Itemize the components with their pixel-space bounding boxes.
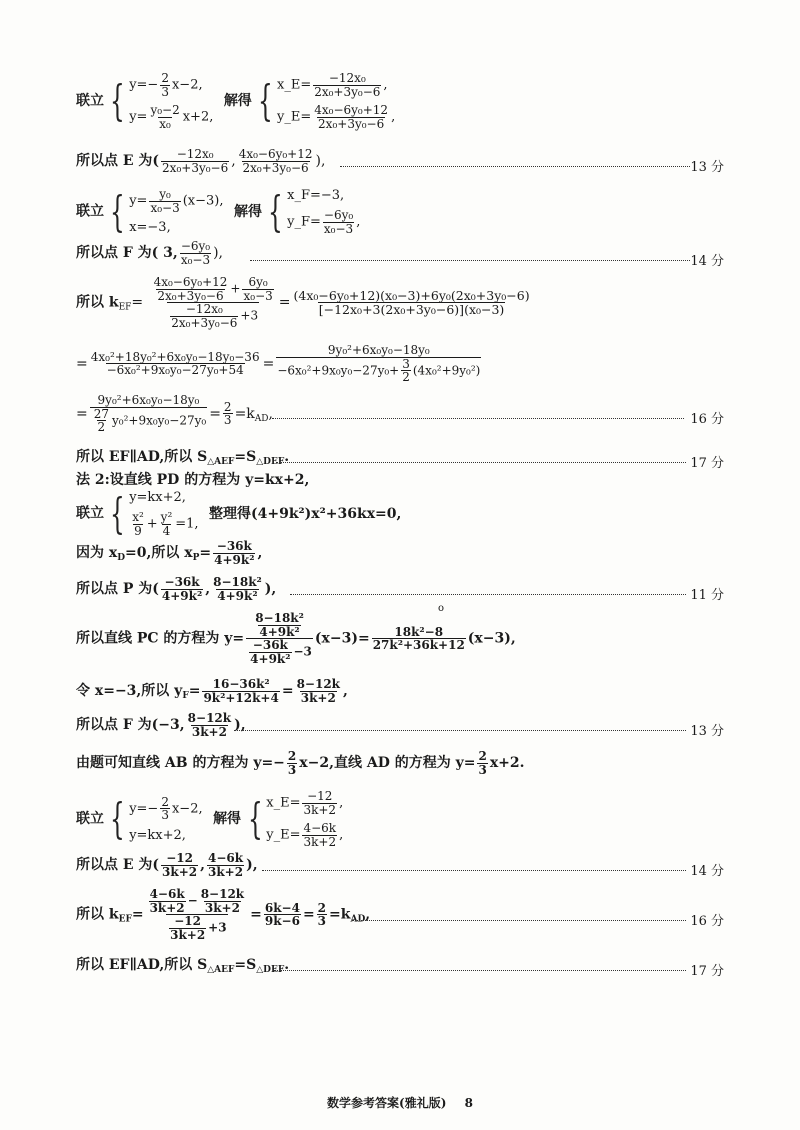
- score-14: 14 分: [690, 254, 724, 269]
- jiede-label: 解得: [213, 811, 242, 828]
- dot-leader: [274, 970, 686, 971]
- system-3: 联立 { y=kx+2, $\frac{\text{x²}}{9}$ + $\frac{\text{y²}}{4}$ =1, 整理得(4+9k²)x²+36kx=0,: [76, 488, 402, 538]
- lianli-label: 联立: [76, 93, 104, 110]
- left-brace: {: [110, 76, 126, 126]
- system-4: 联立 { y=− $\frac{2}{3}$ x−2, y=kx+2, 解得 { x_E= $\frac{-12}{3k+2}$ , y_E= $\frac{4-6k}{3k+2}$ ,: [76, 789, 344, 849]
- score-11: 11 分: [690, 588, 724, 603]
- ab-ad-line: 由题可知直线 AB 的方程为 y=− $\frac{2}{3}$ x−2,直线 AD 的方程为 y= $\frac{2}{3}$ x+2.: [76, 749, 525, 777]
- dot-leader: [290, 594, 686, 595]
- footer-title: 数学参考答案(雅礼版): [327, 1096, 447, 1110]
- score-16: 16 分: [690, 412, 724, 427]
- point-p-line: 所以点 P 为( $\frac{-36k}{\text{4+9k²}}$ , $\frac{\text{8−18k²}}{\text{4+9k²}}$ ),: [76, 575, 277, 603]
- point-f-line: 所以点 F 为( 3, $\frac{\text{−6y₀}}{\text{x₀−3}}$ ),: [76, 239, 224, 267]
- lianli-label: 联立: [76, 811, 104, 828]
- left-brace: {: [258, 76, 273, 126]
- xp-line: 因为 $x_D=0$,所以 $x_P=$ $\frac{-36k}{\text{4+9k²}}$ ,: [76, 539, 263, 567]
- stray-mark: o: [438, 603, 445, 614]
- score-13: 13 分: [690, 160, 724, 175]
- page-number: 8: [464, 1096, 473, 1110]
- pc-line: 所以直线 PC 的方程为 y= $\frac{\text{8−18k²}}{\text{4+9k²}}$ $\frac{-36k}{\text{4+9k²}}$ −3 (x−3)= $\frac{\text{18k²−8}}{\text{27k²+36k+12}}$ (x−3),: [76, 611, 516, 666]
- page-footer: [0, 1094, 800, 1111]
- jiede-label: 解得: [233, 203, 262, 220]
- point-e2-line: 所以点 E 为( $\frac{-12}{3k+2}$ , $\frac{4-6k}{3k+2}$ ),: [76, 851, 258, 879]
- score-17: 17 分: [690, 964, 724, 979]
- dot-leader: [250, 260, 690, 261]
- kef-line-3: = 9y₀²+6x₀y₀−18y₀ $\frac{27}{2}$ y₀²+9x₀y₀−27y₀ = $\frac{2}{3}$ $=k_{AD}$,: [76, 393, 273, 435]
- kef-line-2: = $\frac{\text{4x₀²+18y₀²+6x₀y₀−18y₀−36}}{\text{−6x₀²+9x₀y₀−27y₀+54}}$ = 9y₀²+6x₀y₀−18y₀ −6x₀²+9x₀y₀−27y₀+ $\frac{3}{2}$ (4x₀²+9y₀²): [76, 343, 481, 385]
- score-16: 16 分: [690, 914, 724, 929]
- point-e-line: 所以点 E 为( $\frac{\text{−12x₀}}{\text{2x₀+3y₀−6}}$ , $\frac{\text{4x₀−6y₀+12}}{\text{2x₀+3y₀−6}}$ ),: [76, 147, 326, 175]
- dot-leader: [276, 462, 686, 463]
- left-brace: {: [110, 794, 126, 844]
- score-17: 17 分: [690, 456, 724, 471]
- score-13: 13 分: [690, 724, 724, 739]
- dot-leader: [340, 166, 690, 167]
- left-brace: {: [110, 186, 126, 236]
- dot-leader: [234, 730, 686, 731]
- left-brace: {: [247, 794, 263, 844]
- yf-line: 令 x=−3,所以 $y_F=$ $\frac{\text{16−36k²}}{\text{9k²+12k+4}}$ = $\frac{8-12k}{3k+2}$ ,: [76, 677, 348, 705]
- dot-leader: [262, 870, 686, 871]
- conclusion-line-1: 所以 EF∥AD,所以 $S_{\triangle AEF}=S_{\triangle DEF}$.: [76, 449, 290, 467]
- score-14: 14 分: [690, 864, 724, 879]
- left-brace: {: [110, 488, 126, 538]
- kef-line: 所以 $k_{EF}=$ $\frac{\text{4x₀−6y₀+12}}{\text{2x₀+3y₀−6}}$ + $\frac{\text{6y₀}}{\text{x₀−3}}$ $\frac{\text{−12x₀}}{\text{2x₀+3y₀−6}}$ +3 = $\frac{\text{(4x₀−6y₀+12)(x₀−3)+6y₀(2x₀+3y₀−6)}}{\text{[−12x₀+3(2x₀+3y₀−6)](x₀−3)}}$: [76, 275, 530, 330]
- lianli-label: 联立: [76, 203, 104, 220]
- method-2-heading: 法 2:设直线 PD 的方程为 y=kx+2,: [76, 472, 310, 488]
- dot-leader: [272, 418, 684, 419]
- point-f2-line: 所以点 F 为(−3, $\frac{8-12k}{3k+2}$ ),: [76, 711, 246, 739]
- jiede-label: 解得: [223, 93, 252, 110]
- system-2: 联立 { y= $\frac{\text{y₀}}{\text{x₀−3}}$ (x−3), x=−3, 解得 { x_F=−3, y_F= $\frac{\text{−6y₀}}{\text{x₀−3}}$ ,: [76, 186, 361, 236]
- left-brace: {: [268, 186, 284, 236]
- kef2-line: 所以 $k_{EF}=$ $\frac{4-6k}{3k+2}$ − $\frac{8-12k}{3k+2}$ $\frac{-12}{3k+2}$ +3 = $\frac{6k-4}{9k-6}$ = $\frac{2}{3}$ $=k_{AD}$,: [76, 887, 371, 942]
- lianli-label: 联立: [76, 505, 104, 522]
- system-1: 联立 { y=− $\frac{2}{3}$ x−2, y= $\frac{\text{y₀−2}}{\text{x₀}}$ x+2, 解得 { x_E= $\frac{\text{−12x₀}}{\text{2x₀+3y₀−6}}$ , y_E= $\frac{\text{4x₀−6y₀+12}}{\text{2x₀+3y₀−6}}$ ,: [76, 71, 396, 131]
- conclusion-line-2: 所以 EF∥AD,所以 $S_{\triangle AEF}=S_{\triangle DEF}$.: [76, 957, 290, 975]
- dot-leader: [352, 920, 686, 921]
